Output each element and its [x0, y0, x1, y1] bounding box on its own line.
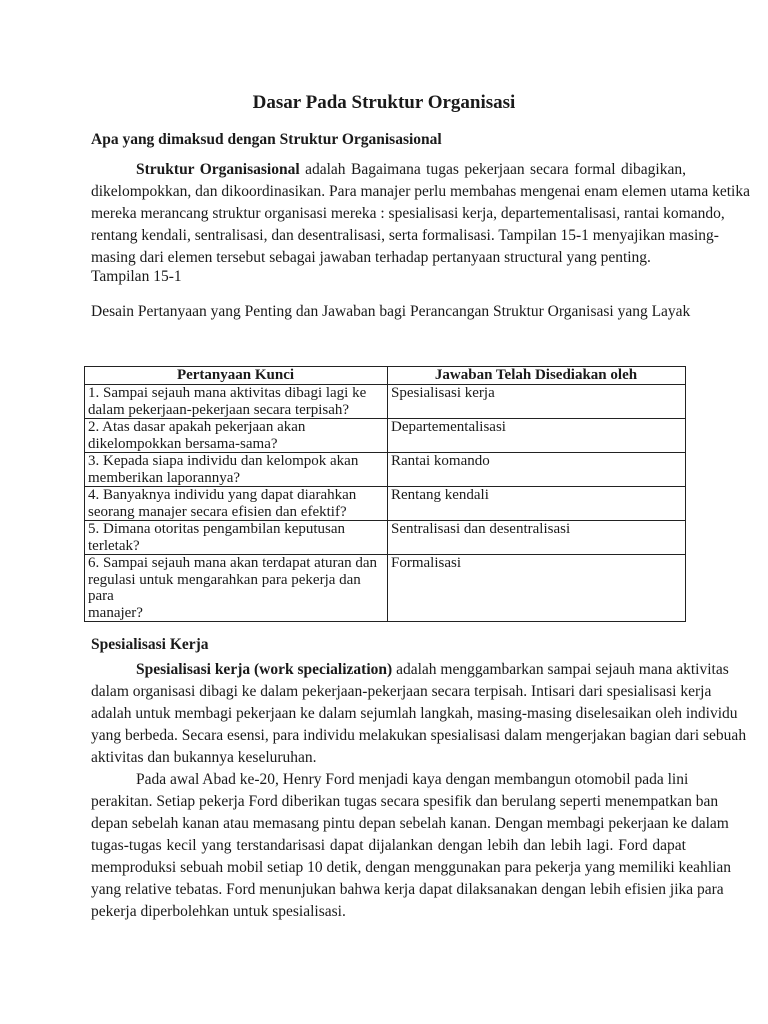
bold-term: Struktur Organisasional — [136, 161, 300, 178]
paragraph-line: depan sebelah kanan atau memasang pintu depan sebelah kanan. Dengan membagi pekerjaan ke dalam — [91, 815, 729, 832]
paragraph-struktur-organisasional — [91, 159, 750, 269]
exhibit-label: Tampilan 15-1 — [91, 268, 182, 285]
cell-line: seorang manajer secara efisien dan efektif? — [88, 503, 347, 520]
question-cell — [85, 555, 388, 622]
table-row — [85, 521, 686, 555]
answer-cell: Departementalisasi — [388, 419, 686, 453]
paragraph-line: yang relative tebatas. Ford menunjukan bahwa kerja dapat dilaksanakan dengan lebih efisien jika para — [91, 881, 724, 898]
paragraph-line: pekerja diperbolehkan untuk spesialisasi. — [91, 903, 346, 920]
answer-cell: Spesialisasi kerja — [388, 385, 686, 419]
cell-line: regulasi untuk mengarahkan para pekerja dan para — [88, 571, 361, 604]
question-cell — [85, 385, 388, 419]
paragraph-line: Pada awal Abad ke-20, Henry Ford menjadi kaya dengan membangun otomobil pada lini — [136, 771, 689, 788]
paragraph-spesialisasi-kerja — [91, 659, 747, 769]
paragraph-line: dikelompokkan, dan dikoordinasikan. Para manajer perlu membahas mengenai enam elemen utama ketika — [91, 183, 750, 200]
question-cell — [85, 521, 388, 555]
section-heading-struktur: Apa yang dimaksud dengan Struktur Organisasional — [91, 131, 442, 148]
cell-line: terletak? — [88, 537, 140, 554]
paragraph-line: mereka merancang struktur organisasi mereka : spesialisasi kerja, departementalisasi, rantai komando, — [91, 205, 725, 222]
exhibit-caption: Desain Pertanyaan yang Penting dan Jawaban bagi Perancangan Struktur Organisasi yang Layak — [91, 303, 691, 320]
paragraph-line: adalah untuk membagi pekerjaan ke dalam sejumlah langkah, masing-masing diselesaikan oleh individu — [91, 705, 738, 722]
paragraph-line: aktivitas dan bukannya keseluruhan. — [91, 749, 317, 766]
paragraph-henry-ford — [91, 769, 732, 923]
paragraph-line: masing dari elemen tersebut sebagai jawaban terhadap pertanyaan structural yang penting. — [91, 249, 651, 266]
table-row — [85, 555, 686, 622]
cell-line: 4. Banyaknya individu yang dapat diarahkan — [88, 487, 357, 503]
table-row — [85, 419, 686, 453]
cell-line: memberikan laporannya? — [88, 469, 241, 486]
paragraph-line: yang berbeda. Secara esensi, para individu melakukan spesialisasi dalam mengerjakan bagian dari sebuah — [91, 727, 747, 744]
answer-cell: Formalisasi — [388, 555, 686, 622]
table-header-row — [85, 367, 686, 385]
paragraph-line: rentang kendali, sentralisasi, dan desentralisasi, serta formalisasi. Tampilan 15-1 menyajikan masing- — [91, 227, 719, 244]
cell-line: manajer? — [88, 604, 143, 621]
paragraph-line: dalam organisasi dibagi ke dalam pekerjaan-pekerjaan secara terpisah. Intisari dari spesialisasi kerja — [91, 683, 712, 700]
paragraph-line — [91, 659, 729, 681]
cell-line: 2. Atas dasar apakah pekerjaan akan — [88, 419, 306, 435]
cell-line: dalam pekerjaan-pekerjaan secara terpisah? — [88, 401, 350, 418]
table-header: Jawaban Telah Disediakan oleh — [388, 367, 686, 385]
answer-cell: Rentang kendali — [388, 487, 686, 521]
table-row — [85, 453, 686, 487]
paragraph-line: perakitan. Setiap pekerja Ford diberikan tugas secara spesifik dan berulang seperti menempatkan ban — [91, 793, 719, 810]
cell-line: dikelompokkan bersama-sama? — [88, 435, 278, 452]
bold-term: Spesialisasi kerja (work specialization) — [136, 661, 393, 678]
question-cell — [85, 453, 388, 487]
answer-cell: Rantai komando — [388, 453, 686, 487]
cell-line: 1. Sampai sejauh mana aktivitas dibagi lagi ke — [88, 385, 367, 401]
table-row — [85, 487, 686, 521]
line-text: adalah Bagaimana tugas pekerjaan secara formal dibagikan, — [299, 161, 686, 178]
document-title: Dasar Pada Struktur Organisasi — [252, 92, 516, 113]
key-questions-table — [84, 366, 686, 622]
cell-line: 3. Kepada siapa individu dan kelompok akan — [88, 453, 359, 469]
paragraph-line — [91, 159, 686, 181]
cell-line: 6. Sampai sejauh mana akan terdapat aturan dan — [88, 555, 378, 571]
cell-line: 5. Dimana otoritas pengambilan keputusan — [88, 521, 346, 537]
paragraph-line: tugas-tugas kecil yang terstandarisasi dapat dijalankan dengan lebih dan lebih lagi. Ford dapat — [91, 837, 686, 854]
question-cell — [85, 419, 388, 453]
question-cell — [85, 487, 388, 521]
table-row — [85, 385, 686, 419]
line-text: adalah menggambarkan sampai sejauh mana aktivitas — [392, 661, 729, 678]
table-header: Pertanyaan Kunci — [85, 367, 388, 385]
paragraph-line: memproduksi sebuah mobil setiap 10 detik, dengan menggunakan para pekerja yang memiliki keahlian — [91, 859, 732, 876]
section-heading-spesialisasi: Spesialisasi Kerja — [91, 636, 209, 653]
answer-cell: Sentralisasi dan desentralisasi — [388, 521, 686, 555]
